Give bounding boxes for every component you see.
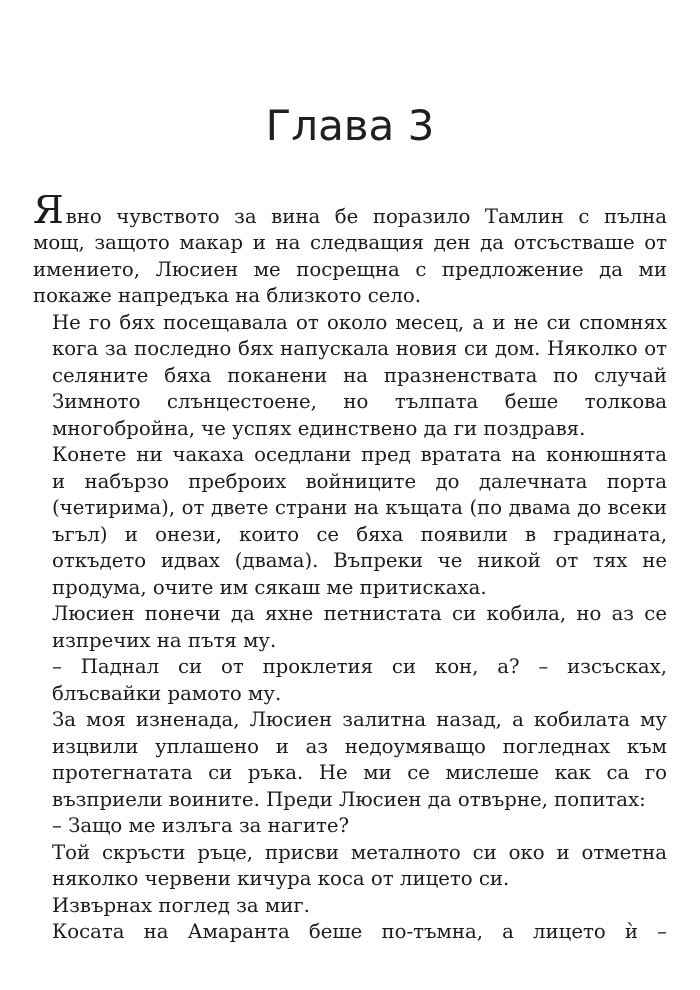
paragraph-line: многобройна, че успях единствено да ги поздравя. <box>52 416 586 440</box>
paragraph-10 <box>33 919 667 946</box>
paragraph-7-dialogue <box>33 813 667 840</box>
paragraph-line: блъсвайки рамото му. <box>52 681 282 705</box>
paragraph-line: Косата на Амаранта беше по-тъмна, а лицето ѝ – <box>52 920 667 943</box>
paragraph-line: възприели воините. Преди Люсиен да отвърне, попитах: <box>52 787 646 811</box>
paragraph-8 <box>33 840 667 893</box>
paragraph-line: ъгъл) и онези, които се бяха появили в градината, <box>52 522 667 546</box>
paragraph-line: протегнатата си ръка. Не ми се мислеше как са го <box>52 761 667 784</box>
paragraph-1 <box>33 190 667 310</box>
paragraph-5-dialogue <box>33 654 667 707</box>
paragraph-line: и набързо преброих войниците до далечната порта <box>52 469 667 493</box>
drop-cap: Я <box>33 188 64 232</box>
paragraph-line: За моя изненада, Люсиен залитна назад, а кобилата му <box>52 708 667 731</box>
paragraph-9 <box>33 893 667 920</box>
chapter-body <box>33 190 667 946</box>
paragraph-line: откъдето идвах (двама). Въпреки че никой от тях не <box>52 549 667 572</box>
paragraph-line <box>33 190 667 230</box>
paragraph-line: изпречих на пътя му. <box>52 628 277 652</box>
paragraph-2 <box>33 310 667 443</box>
paragraph-line: Той скръсти ръце, присви металното си око и отметна <box>52 840 667 864</box>
paragraph-line: мощ, защото макар и на следващия ден да отсъстваше от <box>33 231 667 254</box>
chapter-title: Глава 3 <box>265 101 435 150</box>
paragraph-line: – Паднал си от проклетия си кон, а? – изсъсках, <box>52 655 667 678</box>
paragraph-line: Конете ни чакаха оседлани пред вратата на конюшнята <box>52 443 667 466</box>
paragraph-line: имението, Люсиен ме посрещна с предложение да ми <box>33 257 667 281</box>
paragraph-3 <box>33 442 667 601</box>
paragraph-line: – Защо ме излъга за нагите? <box>52 814 350 837</box>
paragraph-line: кога за последно бях напускала новия си дом. Няколко от <box>52 337 667 360</box>
paragraph-line: няколко червени кичура коса от лицето си. <box>52 867 510 890</box>
paragraph-6 <box>33 707 667 813</box>
paragraph-line: Не го бях посещавала от около месец, а и не си спомнях <box>52 310 667 334</box>
paragraph-line-text: вно чувството за вина бе поразило Тамлин с пълна <box>65 205 667 228</box>
paragraph-line: (четирима), от двете страни на къщата (по двама до всеки <box>52 496 667 519</box>
paragraph-line: Извърнах поглед за миг. <box>52 893 310 917</box>
paragraph-line: Люсиен понечи да яхне петнистата си кобила, но аз се <box>52 602 667 625</box>
paragraph-line: Зимното слънцестоене, но тълпата беше толкова <box>52 390 667 413</box>
paragraph-line: покаже напредъка на близкото село. <box>33 284 422 307</box>
paragraph-line: продума, очите им сякаш ме притискаха. <box>52 575 487 599</box>
paragraph-line: изцвили уплашено и аз недоумяващо погледнах към <box>52 734 667 758</box>
paragraph-line: селяните бяха поканени на празненствата по случай <box>52 363 667 387</box>
paragraph-4 <box>33 601 667 654</box>
